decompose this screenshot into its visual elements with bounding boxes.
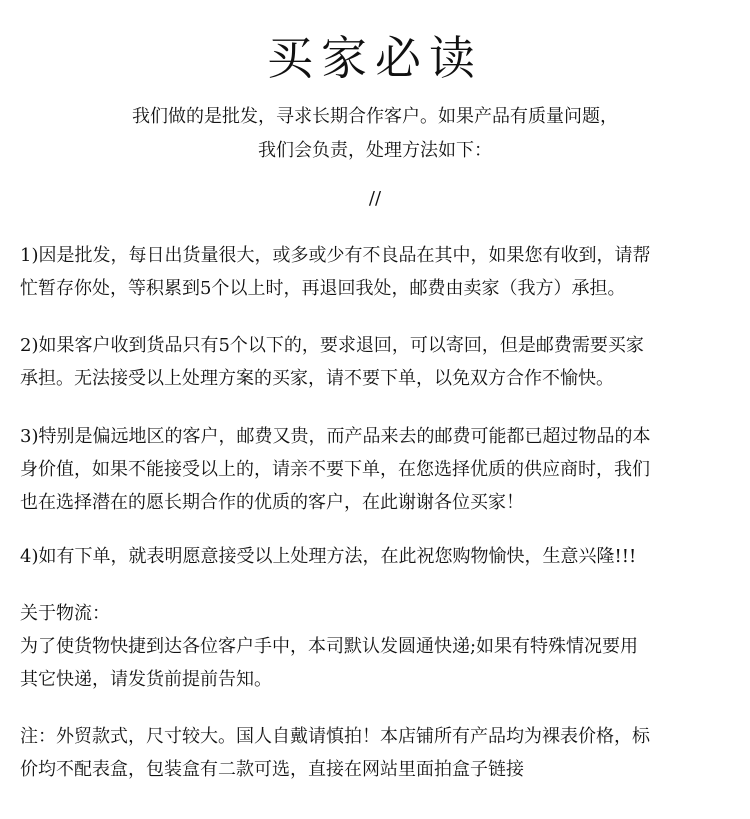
section-line: 1)因是批发，每日出货量很大，或多或少有不良品在其中，如果您有收到，请帮: [20, 245, 651, 266]
intro-line: 我们做的是批发，寻求长期合作客户。如果产品有质量问题，: [132, 106, 618, 127]
section-line: 其它快递，请发货前提前告知。: [20, 669, 272, 690]
section-line: 2)如果客户收到货品只有5个以下的，要求退回，可以寄回，但是邮费需要买家: [20, 335, 644, 356]
section-line: 4)如有下单，就表明愿意接受以上处理方法，在此祝您购物愉快，生意兴隆!!!: [20, 546, 637, 567]
section-heading: 关于物流：: [20, 603, 110, 624]
section-line: 为了使货物快捷到达各位客户手中，本司默认发圆通快递;如果有特殊情况要用: [20, 636, 639, 657]
section-order-acceptance: [20, 540, 720, 573]
section-line: 承担。无法接受以上处理方案的买家，请不要下单，以免双方合作不愉快。: [20, 368, 614, 389]
section-line: 也在选择潜在的愿长期合作的优质的客户，在此谢谢各位买家！: [20, 492, 524, 513]
section-logistics: [20, 597, 720, 696]
section-line: 3)特别是偏远地区的客户，邮费又贵，而产品来去的邮费可能都已超过物品的本: [20, 426, 651, 447]
section-line: 忙暂存你处，等积累到5个以上时，再退回我处，邮费由卖家（我方）承担。: [20, 278, 626, 299]
section-note: [20, 720, 720, 786]
separator: //: [368, 188, 382, 209]
intro-paragraph: [0, 100, 750, 168]
section-line: 价均不配表盒，包装盒有二款可选，直接在网站里面拍盒子链接: [20, 759, 524, 780]
section-small-quantity: [20, 329, 720, 395]
section-line: 身价值，如果不能接受以上的，请亲不要下单，在您选择优质的供应商时，我们: [20, 459, 650, 480]
section-return-policy: [20, 239, 720, 305]
intro-line: 我们会负责，处理方法如下：: [258, 140, 492, 161]
section-line: 注：外贸款式，尺寸较大。国人自戴请慎拍！本店铺所有产品均为裸表价格，标: [20, 726, 650, 747]
section-remote-areas: [20, 420, 720, 519]
page-title: 买家必读: [267, 31, 483, 85]
